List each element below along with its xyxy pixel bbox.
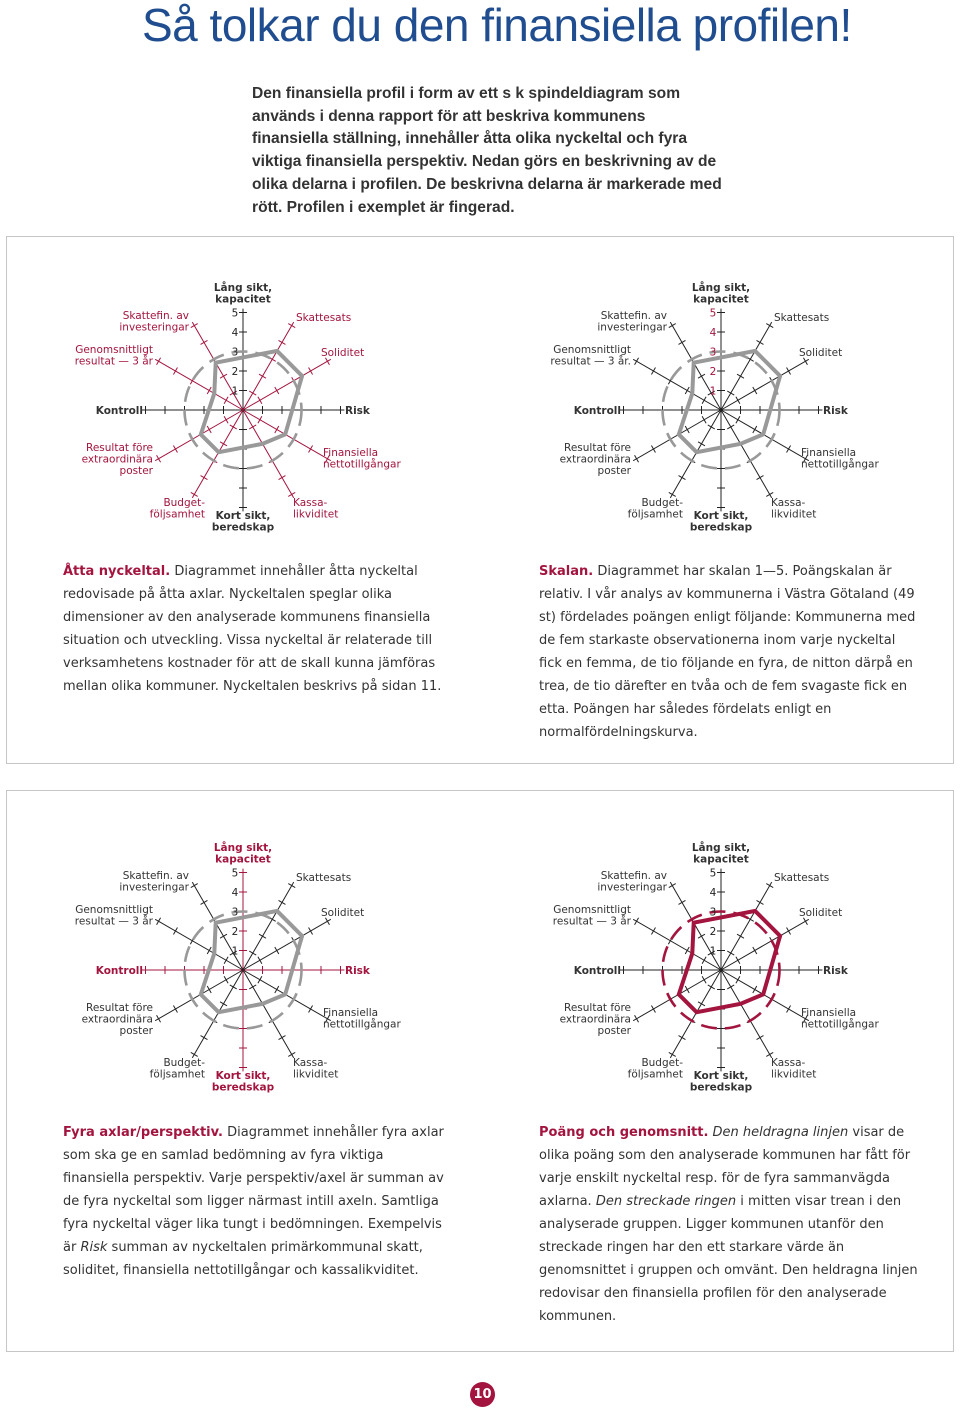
spoke-label: Resultat före extraordinära poster [559,1002,631,1037]
spoke-label: Resultat före extraordinära poster [81,1002,153,1037]
scale-label: 2 [231,366,239,378]
spoke-label: Risk [823,405,848,417]
tick-mark [669,492,676,496]
spoke-label: Skattesats [296,312,352,324]
tick-mark [207,426,211,433]
scale-label: 4 [231,887,239,899]
tick-mark [230,985,237,989]
section-body: summan av nyckeltalen primärkommunal skatt, soliditet, finansiella nettotillgångar och kassalikviditet. [63,1240,423,1278]
tick-mark [766,1052,773,1056]
tick-mark [685,947,689,954]
spoke-line [243,882,294,970]
scale-label: 1 [231,385,239,398]
spider-chart-eight-metrics [53,283,433,603]
spoke-label: Kassa-likviditet [771,1057,817,1081]
spoke-line [155,919,243,970]
tick-mark [698,374,705,378]
tick-mark [288,324,295,328]
tick-mark [207,947,211,954]
tick-mark [309,446,313,453]
scale-label: 5 [709,867,717,880]
spoke-label: Lång sikt, kapacitet [213,282,273,306]
tick-mark [288,1052,295,1056]
tick-mark [191,492,198,496]
tick-mark [635,1015,639,1022]
tick-mark [753,426,757,433]
section-poang-genomsnitt [539,1121,921,1328]
tick-mark [201,340,208,344]
tick-mark [757,476,764,480]
section-body: Diagrammet har skalan 1—5. Poängskalan är relativ. I vår analys av kommunerna i Västra Götaland (49 st) fördelades poängen enligt följande: Kommunerna med de fem starkaste observationerna inom varje nyckeltal fick en femma, de tio följande en fyra, de nitton därpå en trea, de tio därefter en tvåa och de fem svagaste fick en etta. Poängen har således fördelats enligt en normalfördelningskurva. [539,564,916,740]
spoke-line [243,970,294,1058]
spoke-line [243,410,294,498]
spoke-line [721,322,772,410]
tick-mark [669,1052,676,1056]
spoke-label: Lång sikt, kapacitet [213,842,273,866]
tick-mark [698,442,705,446]
tick-mark [191,884,198,888]
spoke-label: Finansiella nettotillgångar [801,447,879,471]
scale-label: 3 [709,346,717,359]
tick-mark [288,884,295,888]
tick-mark [173,1006,177,1013]
spoke-line [243,322,294,410]
tick-mark [220,442,227,446]
section-atta-nyckeltal [63,560,445,698]
spoke-line [721,970,772,1058]
spoke-line [155,359,243,410]
profile-line [679,351,780,452]
tick-mark [766,884,773,888]
tick-mark [173,928,177,935]
scale-label: 5 [709,307,717,320]
tick-mark [309,1006,313,1013]
tick-mark [635,455,639,462]
tick-mark [207,986,211,993]
spoke-label: Kort sikt, beredskap [211,510,275,534]
tick-mark [279,900,286,904]
tick-mark [249,951,256,955]
spoke-label: Risk [345,405,370,417]
section-heading: Skalan. [539,564,594,579]
tick-mark [698,1002,705,1006]
tick-mark [635,918,639,925]
tick-mark [753,986,757,993]
scale-label: 5 [231,307,239,320]
tick-mark [259,374,266,378]
section-heading: Poäng och genomsnitt. [539,1125,709,1140]
intro-paragraph: Den finansiella profil i form av ett s k spindeldiagram som används i denna rapport för att beskriva kommunens finansiella ställning, innehåller åtta olika nyckeltal och fyra viktiga finansiella perspektiv. Nedan görs en beskrivning av de olika delarna i profilen. De beskrivna delarna är markerade med rött. Profilen i exemplet är fingerad. [252,85,722,216]
tick-mark [279,476,286,480]
profile-line [679,911,780,1012]
spoke-label: Kontroll [573,405,621,417]
spoke-label: Budget-följsamhet [627,1057,683,1081]
spoke-label: Kontroll [95,965,143,977]
section-emphasis: Risk [80,1240,108,1255]
spoke-label: Soliditet [321,907,365,919]
spoke-label: Budget-följsamhet [627,497,683,521]
spoke-label: Genomsnittligt resultat — 3 år. [550,344,631,368]
section-heading: Åtta nyckeltal. [63,564,171,579]
spoke-label: Skattesats [296,872,352,884]
tick-mark [787,446,791,453]
tick-mark [737,374,744,378]
tick-mark [249,985,256,989]
tick-mark [736,416,740,423]
tick-mark [220,374,227,378]
spoke-label: Risk [823,965,848,977]
tick-mark [736,976,740,983]
spoke-label: Budget-följsamhet [149,497,205,521]
page-title: Så tolkar du den finansiella profilen! [142,0,852,51]
scale-label: 3 [709,906,717,919]
spoke-label: Skattefin. av investeringar [597,870,667,894]
spoke-label: Soliditet [799,347,843,359]
tick-mark [207,387,211,394]
tick-mark [157,455,161,462]
tick-mark [757,900,764,904]
spoke-line [243,359,331,410]
tick-mark [635,358,639,365]
spoke-label: Kort sikt, beredskap [689,1070,753,1094]
tick-mark [702,397,706,404]
tick-mark [258,416,262,423]
tick-mark [679,340,686,344]
spoke-label: Soliditet [321,347,365,359]
spoke-label: Genomsnittligt resultat — 3 år [74,344,153,368]
tick-mark [224,957,228,964]
tick-mark [702,416,706,423]
scale-label: 2 [231,926,239,938]
tick-mark [309,928,313,935]
section-emphasis: Den streckade ringen [595,1194,737,1209]
tick-mark [279,1036,286,1040]
spoke-line [721,410,772,498]
tick-mark [787,368,791,375]
spoke-label: Genomsnittligt resultat — 3 år [552,904,631,928]
tick-mark [173,368,177,375]
tick-mark [258,976,262,983]
tick-mark [288,492,295,496]
spoke-label: Skattefin. av investeringar [597,310,667,334]
tick-mark [766,492,773,496]
scale-label: 1 [231,945,239,958]
tick-mark [787,1006,791,1013]
scale-label: 5 [231,867,239,880]
tick-mark [669,324,676,328]
spoke-label: Resultat före extraordinära poster [559,442,631,477]
spoke-label: Kassa-likviditet [771,497,817,521]
tick-mark [685,387,689,394]
tick-mark [757,340,764,344]
tick-mark [651,368,655,375]
tick-mark [702,957,706,964]
tick-mark [249,391,256,395]
scale-label: 4 [231,327,239,339]
tick-mark [679,476,686,480]
spoke-label: Skattefin. av investeringar [119,870,189,894]
tick-mark [787,928,791,935]
tick-mark [173,446,177,453]
tick-mark [736,397,740,404]
tick-mark [651,1006,655,1013]
tick-mark [157,1015,161,1022]
scale-label: 2 [709,366,717,378]
spoke-line [243,919,331,970]
tick-mark [279,340,286,344]
section-fyra-axlar [63,1121,445,1282]
tick-mark [685,426,689,433]
tick-mark [275,986,279,993]
tick-mark [737,934,744,938]
tick-mark [191,1052,198,1056]
spoke-label: Lång sikt, kapacitet [691,842,751,866]
profile-line [201,911,302,1012]
tick-mark [191,324,198,328]
tick-mark [651,928,655,935]
page-number-badge: 10 [470,1382,495,1407]
tick-mark [275,426,279,433]
spoke-line [633,359,721,410]
tick-mark [201,476,208,480]
spoke-label: Kassa-likviditet [293,497,339,521]
tick-mark [651,446,655,453]
scale-label: 4 [709,887,717,899]
spoke-label: Risk [345,965,370,977]
scale-label: 1 [709,945,717,958]
section-body: i mitten visar trean i den analyserade gruppen. Ligger kommunen utanför den streckade ringen har den ett starkare värde än genomsnittet i gruppen och omvänt. Den heldragna linjen redovisar den finansiella profilen för den analyserade kommunen. [539,1194,918,1324]
scale-label: 4 [709,327,717,339]
section-emphasis: Den heldragna linjen [712,1125,849,1140]
tick-mark [727,951,734,955]
tick-mark [249,425,256,429]
tick-mark [702,976,706,983]
spoke-label: Skattesats [774,312,830,324]
tick-mark [258,957,262,964]
spoke-label: Kassa-likviditet [293,1057,339,1081]
spoke-label: Soliditet [799,907,843,919]
tick-mark [753,947,757,954]
scale-label: 3 [231,346,239,359]
tick-mark [766,324,773,328]
spoke-label: Genomsnittligt resultat — 3 år [74,904,153,928]
spoke-label: Skattefin. av investeringar [119,310,189,334]
tick-mark [220,934,227,938]
spider-chart-points [531,843,911,1163]
tick-mark [220,1002,227,1006]
tick-mark [275,387,279,394]
tick-mark [309,368,313,375]
spider-chart-scale [531,283,911,603]
spoke-label: Lång sikt, kapacitet [691,282,751,306]
tick-mark [727,391,734,395]
tick-mark [753,387,757,394]
tick-mark [201,900,208,904]
tick-mark [708,985,715,989]
spoke-label: Kort sikt, beredskap [211,1070,275,1094]
spoke-label: Finansiella nettotillgångar [323,1007,401,1031]
spoke-line [721,359,809,410]
tick-mark [698,934,705,938]
tick-mark [275,947,279,954]
spoke-label: Finansiella nettotillgångar [323,447,401,471]
tick-mark [224,976,228,983]
section-skalan [539,560,921,744]
scale-label: 1 [709,385,717,398]
tick-mark [708,425,715,429]
tick-mark [201,1036,208,1040]
spoke-label: Kontroll [95,405,143,417]
spoke-label: Skattesats [774,872,830,884]
spoke-line [633,919,721,970]
tick-mark [224,416,228,423]
spoke-line [721,882,772,970]
spider-chart-four-axes [53,843,433,1163]
spoke-label: Finansiella nettotillgångar [801,1007,879,1031]
tick-mark [259,934,266,938]
tick-mark [230,425,237,429]
tick-mark [669,884,676,888]
tick-mark [736,957,740,964]
tick-mark [679,900,686,904]
tick-mark [757,1036,764,1040]
spoke-label: Kort sikt, beredskap [689,510,753,534]
spoke-label: Resultat före extraordinära poster [81,442,153,477]
tick-mark [258,397,262,404]
spoke-line [721,919,809,970]
section-body: visar de olika poäng som den analyserade kommunen har fått för varje enskilt nyckeltal resp. för de fyra sammanvägda axlarna. [539,1125,911,1209]
tick-mark [727,985,734,989]
tick-mark [727,425,734,429]
section-heading: Fyra axlar/perspektiv. [63,1125,223,1140]
section-body: Diagrammet innehåller fyra axlar som ska ge en samlad bedömning av fyra viktiga finansiella perspektiv. Varje perspektiv/axel är summan av de fyra nyckeltal som ligger närmast intill axeln. Samtliga fyra nyckeltal väger lika tungt i bedömningen. Exempelvis är [63,1125,444,1255]
scale-label: 2 [709,926,717,938]
scale-label: 3 [231,906,239,919]
tick-mark [157,358,161,365]
tick-mark [679,1036,686,1040]
section-body: Diagrammet innehåller åtta nyckeltal redovisade på åtta axlar. Nyckeltalen speglar olika dimensioner av den analyserade kommunens finansiella situation och utveckling. Vissa nyckeltal är relaterade till verksamhetens kostnader för att de skall kunna jämföras mellan olika kommuner. Nyckeltalen beskrivs på sidan 11. [63,564,442,694]
spoke-label: Budget-följsamhet [149,1057,205,1081]
tick-mark [685,986,689,993]
tick-mark [157,918,161,925]
tick-mark [224,397,228,404]
profile-line [201,351,302,452]
spoke-label: Kontroll [573,965,621,977]
